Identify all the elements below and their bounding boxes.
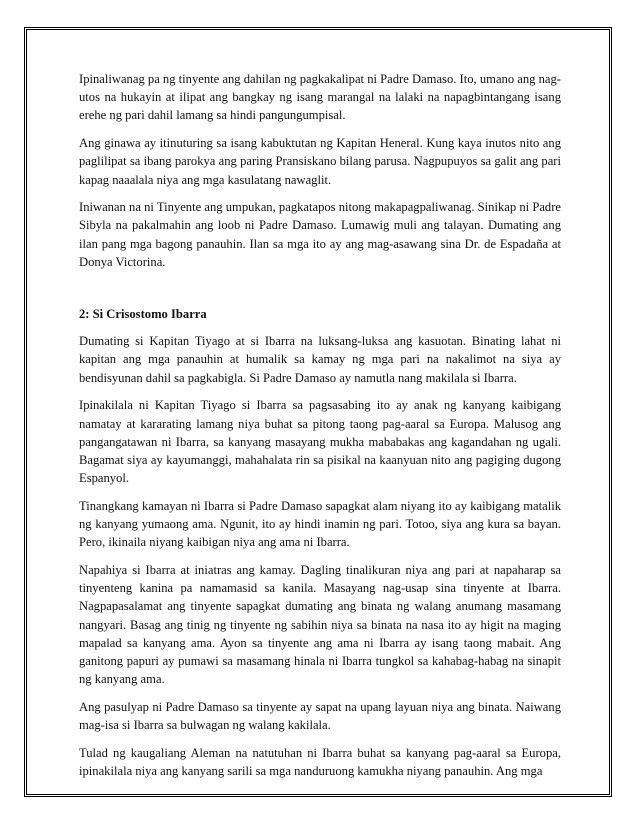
paragraph: Ipinakilala ni Kapitan Tiyago si Ibarra sa pagsasabing ito ay anak ng kanyang kaibigang namatay at kararating lamang niya buhat sa pitong taong pag-aaral sa Europa. Malusog ang pangangatawan ni Ibarra, sa kanyang masayang mukha mababakas ang kagandahan ng ugali. Bagamat siya ay kayumanggi, mahahalata rin sa pisikal na kaanyuan nito ang pagiging dugong Espanyol. [79, 398, 561, 486]
paragraph: Tulad ng kaugaliang Aleman na natutuhan ni Ibarra buhat sa kanyang pag-aaral sa Europa, ipinakilala niya ang kanyang sarili sa mga nanduruong kamukha niyang panauhin. Ang mga [79, 745, 561, 778]
paragraph: Iniwanan na ni Tinyente ang umpukan, pagkatapos nitong makapagpaliwanag. Sinikap ni Padre Sibyla na pakalmahin ang loob ni Padre Damaso. Lumawig muli ang talayan. Dumating ang ilan pang mga bagong panauhin. Ilan sa mga ito ay ang mag-asawang sina Dr. de Espadaña at Donya Victorina. [79, 200, 561, 269]
paragraph: Ang ginawa ay itinuturing sa isang kabuktutan ng Kapitan Heneral. Kung kaya inutos nito ang paglilipat sa ibang parokya ang paring Pransiskano bilang parusa. Nagpupuyos sa galit ang pari kapag naaalala niya ang mga kasulatang nawaglit. [79, 136, 561, 187]
document-body [79, 70, 561, 790]
paragraph: Tinangkang kamayan ni Ibarra si Padre Damaso sapagkat alam niyang ito ay kaibigang matalik ng kanyang yumaong ama. Ngunit, ito ay hindi inamin ng pari. Totoo, siya ang kura sa bayan. Pero, ikinaila niyang kaibigan niya ang ama ni Ibarra. [79, 498, 561, 550]
paragraph: Napahiya si Ibarra at iniatras ang kamay. Dagling tinalikuran niya ang pari at napaharap sa tinyenteng kanina pa namamasid sa kanila. Masayang nag-usap sina tinyente at Ibarra. Nagpapasalamat ang tinyente sapagkat dumating ang binata ng walang anumang masamang nangyari. Basag ang tinig ng tinyente ng sabihin niya sa binata na nasa ito ay higit na maging mapalad sa kanyang ama. Ayon sa tinyente ang ama ni Ibarra ay isang taong mabait. Ang ganitong papuri ay pumawi sa masamang hinala ni Ibarra tungkol sa kahabag-habag na sinapit ng kanyang ama. [79, 562, 561, 687]
paragraph: Ipinaliwanag pa ng tinyente ang dahilan ng pagkakalipat ni Padre Damaso. Ito, umano ang nag-utos na hukayin at ilipat ang bangkay ng isang marangal na lalaki na napagbintangang isang erehe ng pari dahil lamang sa hindi pangungumpisal. [79, 72, 561, 123]
paragraph: Dumating si Kapitan Tiyago at si Ibarra na luksang-luksa ang kasuotan. Binating lahat ni kapitan ang mga panauhin at humalik sa kamay ng mga pari na nakalimot na siya ay bendisyunan dahil sa pagkabigla. Si Padre Damaso ay namutla nang makilala si Ibarra. [79, 334, 561, 385]
paragraph: Ang pasulyap ni Padre Damaso sa tinyente ay sapat na upang layuan niya ang binata. Naiwang mag-isa si Ibarra sa bulwagan ng walang kakilala. [79, 699, 561, 733]
section-heading: 2: Si Crisostomo Ibarra [79, 307, 207, 322]
